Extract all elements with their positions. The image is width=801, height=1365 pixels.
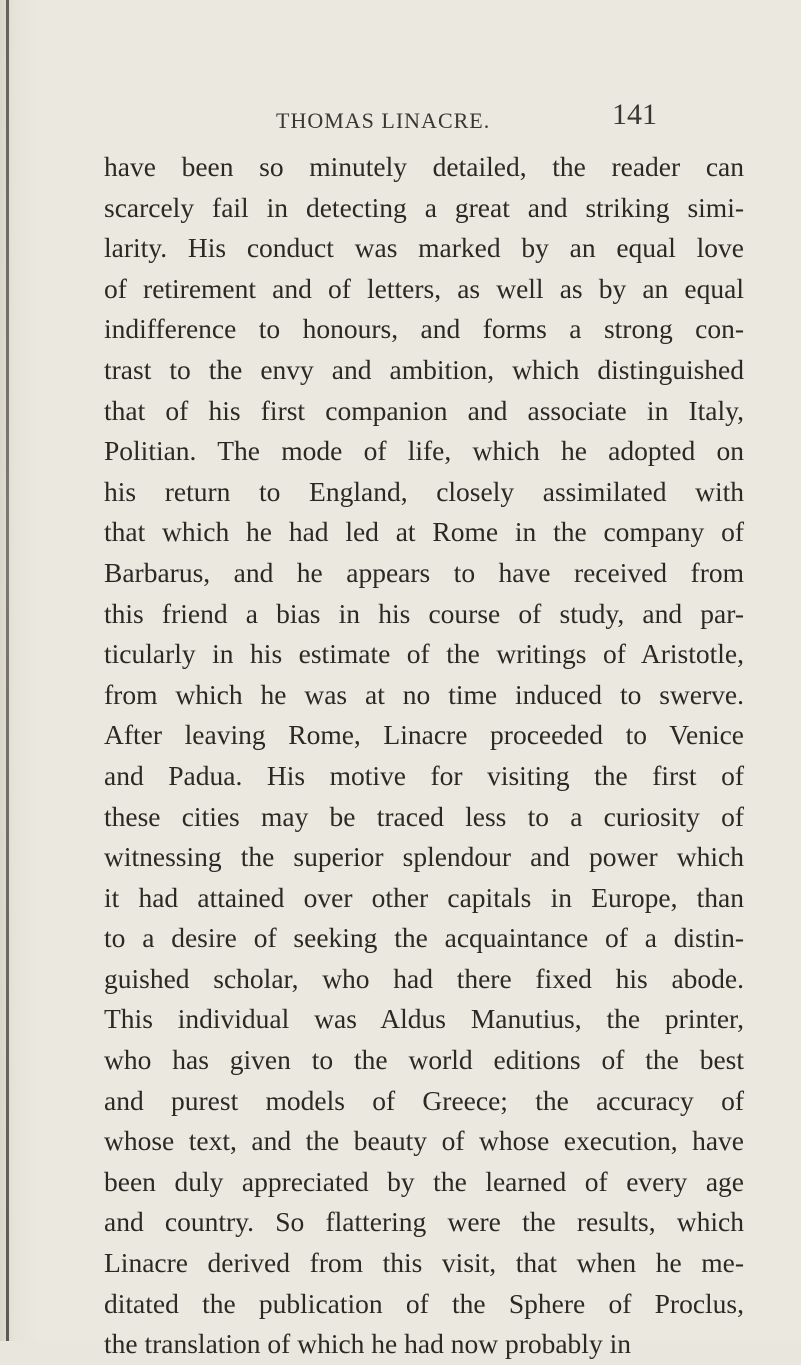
text-line: who has given to the world editions of the best (104, 1044, 744, 1076)
body-text (104, 147, 744, 1365)
page-number: 141 (612, 98, 657, 131)
text-line: of retirement and of letters, as well as by an equal (104, 272, 744, 304)
text-line: have been so minutely detailed, the reader can (104, 151, 744, 182)
text-line: that of his first companion and associate in Italy, (104, 394, 744, 426)
text-line: and country. So flattering were the results, which (104, 1206, 744, 1238)
running-head: THOMAS LINACRE. (276, 108, 491, 133)
text-line: whose text, and the beauty of whose execution, have (104, 1125, 744, 1157)
text-line: the translation of which he had now probably in (104, 1328, 631, 1360)
text-line: his return to England, closely assimilated with (104, 475, 744, 507)
text-line: indifference to honours, and forms a strong con- (104, 313, 744, 345)
text-line: it had attained over other capitals in Europe, than (104, 881, 744, 913)
text-line: and purest models of Greece; the accuracy of (104, 1084, 744, 1116)
text-line: This individual was Aldus Manutius, the printer, (104, 1003, 744, 1035)
text-line: ticularly in his estimate of the writings of Aristotle, (104, 638, 744, 670)
text-line: scarcely fail in detecting a great and striking simi- (104, 191, 744, 223)
text-line: witnessing the superior splendour and power which (104, 841, 744, 873)
page-header (0, 98, 801, 138)
text-line: this friend a bias in his course of study, and par- (104, 597, 744, 629)
text-line: trast to the envy and ambition, which distinguished (104, 353, 744, 385)
text-line: and Padua. His motive for visiting the first of (104, 759, 744, 791)
text-line: larity. His conduct was marked by an equal love (104, 232, 744, 264)
text-line: been duly appreciated by the learned of every age (104, 1165, 744, 1197)
text-line: guished scholar, who had there fixed his abode. (104, 962, 744, 994)
text-line: Politian. The mode of life, which he adopted on (104, 435, 744, 467)
text-line: from which he was at no time induced to swerve. (104, 678, 744, 710)
text-line: to a desire of seeking the acquaintance of a distin- (104, 922, 744, 954)
text-line: these cities may be traced less to a curiosity of (104, 800, 744, 832)
text-line: that which he had led at Rome in the company of (104, 516, 744, 548)
page-binding-edge (6, 0, 9, 1341)
text-line: After leaving Rome, Linacre proceeded to Venice (104, 719, 744, 751)
text-line: Linacre derived from this visit, that when he me- (104, 1247, 744, 1279)
text-line: ditated the publication of the Sphere of Proclus, (104, 1287, 744, 1319)
text-line: Barbarus, and he appears to have received from (104, 556, 744, 588)
